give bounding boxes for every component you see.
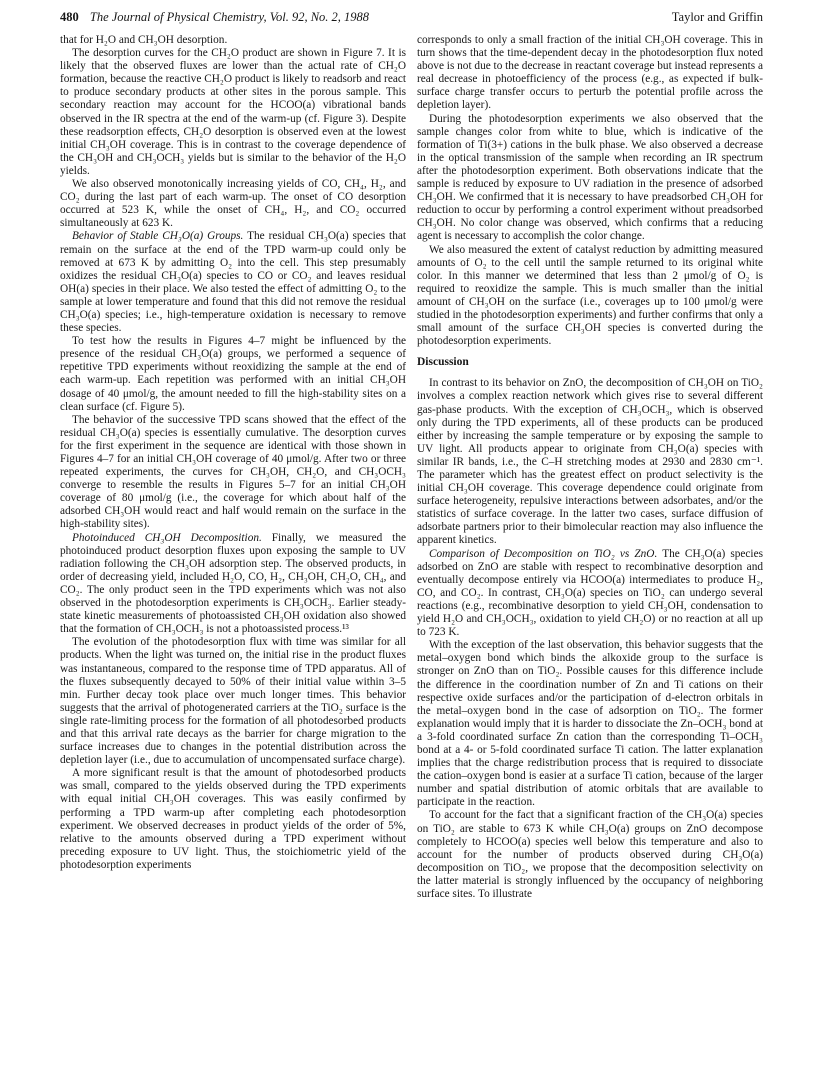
left-column	[60, 34, 406, 872]
paragraph-text: that for H₂O and CH₃OH desorption.	[60, 34, 228, 46]
paragraph-text: A more significant result is that the amount of photodesorbed products was small, compared to the yields observed during the TPD experiments with equal initial CH₃OH coverages. This was easily confirmed by performing a TPD warm-up after completing each photodesorption experiment. We observed decreases in product yields of the order of 5%, relative to the amounts observed during a TPD experiment without preceding exposure to UV light. Thus, the stoichiometric yield of the photodesorption experiments	[60, 767, 406, 871]
body-paragraph	[60, 414, 406, 532]
paragraph-text: The CH₃O(a) species adsorbed on ZnO are stable with respect to recombinative desorption and eventually decompose entirely via HCOO(a) intermediates to produce H₂, CO, and CO₂. In contrast, CH₃O(a) species on TiO₂ can undergo several reactions (e.g., recombinative desorption to yield CH₃OH, condensation to yield H₂O and CH₃OCH₃, oxidation to yield CH₂O) or no reaction at all up to 723 K.	[417, 547, 763, 639]
body-paragraph	[417, 809, 763, 901]
paragraph-text: The behavior of the successive TPD scans showed that the effect of the residual CH₃O(a) species is essentially cumulative. The desorption curves for the first experiment in the sequence are identical with those shown in Figures 4–7 for an initial CH₃OH coverage of 40 μmol/g. After two or three repeated experiments, the curves for CH₃OH, CH₂O, and CH₃OCH₃ converge to resemble the results in Figures 5–7 for an initial CH₃OH coverage of 80 μmol/g (i.e., the coverage for which about half of the adsorbed CH₃OH would react and half would remain on the surface in the high-stability sites).	[60, 413, 406, 531]
paragraph-text: We also observed monotonically increasing yields of CO, CH₄, H₂, and CO₂ during the last part of each warm-up. The onset of CO desorption occurred at 523 K, while the onset of CH₄, H₂, and CO₂ occurred simultaneously at 623 K.	[60, 178, 406, 230]
run-in-heading: Comparison of Decomposition on TiO₂ vs ZnO.	[429, 547, 658, 560]
right-column	[417, 34, 763, 901]
running-authors: Taylor and Griffin	[671, 10, 763, 24]
body-paragraph	[60, 335, 406, 414]
paragraph-text: Finally, we measured the photoinduced product desorption fluxes upon exposing the sample to UV radiation following the CH₃OH adsorption step. The observed products, in order of decreasing yield, included H₂O, CO, H₂, CH₃OH, CH₂O, CH₄, and CO₂. The only product seen in the TPD experiments which was not also observed in the photodesorption experiments is CH₃OCH₃. Earlier steady-state kinetic measurements of photoassisted CH₃OH oxidation also showed that the formation of CH₃OCH₃ is not a photoassisted process.¹³	[60, 531, 406, 636]
body-paragraph	[60, 230, 406, 335]
paragraph-text: To account for the fact that a significant fraction of the CH₃O(a) species on TiO₂ are stable to 673 K while CH₃O(a) groups on ZnO decompose completely to HCOO(a) species well below this temperature and also to account for the number of products observed during CH₃O(a) decomposition on TiO₂, we propose that the decomposition selectivity on the latter material is strongly influenced by the occupancy of neighboring surface sites. To illustrate	[417, 809, 763, 900]
body-paragraph	[417, 377, 763, 547]
body-paragraph	[60, 178, 406, 230]
section-heading: Discussion	[417, 356, 469, 369]
run-in-heading: Photoinduced CH₃OH Decomposition.	[72, 531, 262, 544]
run-in-heading: Behavior of Stable CH₃O(a) Groups.	[72, 230, 244, 243]
body-paragraph	[417, 548, 763, 640]
body-paragraph	[60, 636, 406, 767]
paragraph-text: The desorption curves for the CH₂O product are shown in Figure 7. It is likely that the observed fluxes are lower than the actual rate of CH₂O formation, because the reactive CH₂O product is likely to readsorb and react to produce secondary products at other sites in the porous sample. This secondary reaction may account for the HCOO(a) vibrational bands observed in the IR spectra at the end of the warm-up (cf. Figure 3). Despite these readsorption effects, CH₂O desorption is observed even at the lowest initial CH₃OH coverage. This is in contrast to the coverage dependence of the CH₃OH and CH₃OCH₃ yields but is similar to the behavior of the H₂O yields.	[60, 47, 406, 177]
paragraph-text: We also measured the extent of catalyst reduction by admitting measured amounts of O₂ to the cell until the sample returned to its original white color. In this manner we determined that less than 2 μmol/g of O₂ is required to reoxidize the sample. This is much smaller than the initial amount of CH₃OH on the surface (i.e., coverages up to 100 μmol/g were studied in the photodesorption experiments) and further confirms that only a small amount of the surface CH₃OH species is converted during the photodesorption experiments.	[417, 243, 763, 348]
body-paragraph	[60, 767, 406, 872]
journal-citation: The Journal of Physical Chemistry, Vol. 92, No. 2, 1988	[89, 10, 370, 24]
running-header	[60, 10, 763, 28]
page-number: 480	[60, 10, 79, 24]
body-paragraph	[60, 34, 406, 47]
paragraph-text: During the photodesorption experiments we also observed that the sample changes color from white to blue, which is indicative of the formation of Ti(3+) cations in the bulk phase. We also observed a decrease in the optical transmission of the sample when recording an IR spectrum after the photodesorption experiment. Both observations indicate that the sample is reduced by exposure to UV radiation in the presence of adsorbed CH₃OH. We confirmed that it is necessary to have preadsorbed CH₃OH for reduction to occur by performing a control experiment without preadsorbed CH₃OH. No color change was observed, which confirms that a reducing agent is necessary to accomplish the color change.	[417, 112, 763, 243]
body-paragraph	[417, 113, 763, 244]
body-paragraph	[417, 244, 763, 349]
paragraph-text: The evolution of the photodesorption flux with time was similar for all products. When the light was turned on, the initial rise in the product fluxes was instantaneous, compared to the response time of TPD apparatus. All of the fluxes subsequently decayed to 50% of their initial value within 3–5 min. Further decay took place over much longer times. This behavior suggests that the arrival of photogenerated carriers at the TiO₂ surface is the single rate-limiting process for the formation of all photodesorbed products and that this arrival rate decays as the barrier for charge migration to the surface increases due to changes in the potential distribution across the depletion layer (i.e., due to accumulation of uncompensated surface charge).	[60, 636, 406, 767]
paragraph-text: To test how the results in Figures 4–7 might be influenced by the presence of the residual CH₃O(a) groups, we performed a sequence of repetitive TPD experiments without reoxidizing the sample at the end of each warm-up. Each repetition was performed with an initial CH₃OH dosage of 40 μmol/g, the amount needed to fill the high-stability sites on a clean surface (cf. Figure 5).	[60, 335, 406, 413]
body-paragraph	[417, 34, 763, 113]
body-paragraph	[60, 47, 406, 178]
paragraph-text: The residual CH₃O(a) species that remain on the surface at the end of the TPD warm-up could only be removed at 673 K by admitting O₂ into the cell. This step presumably oxidizes the residual CH₃O(a) species to CO or CO₂ and leaves residual OH(a) species in their place. We also tested the effect of admitting O₂ to the sample at lower temperature and found that this did not remove the residual CH₃O(a) species; i.e., high-temperature oxidation is necessary to remove these species.	[60, 230, 406, 335]
paragraph-text: In contrast to its behavior on ZnO, the decomposition of CH₃OH on TiO₂ involves a complex reaction network which gives rise to several different gas-phase products. With the exception of CH₃OCH₃, which is observed only during the TPD experiments, all of these products can be produced either by increasing the sample temperature or by exposing the sample to UV light. All products appear to originate from CH₃O(a) species with similar IR bands, i.e., the C–H stretching modes at 2930 and 2830 cm⁻¹. The parameter which has the greatest effect on product selectivity is the initial CH₃OH coverage. This coverage dependence could originate from surface heterogeneity, repulsive interactions between adsorbates, and/or the statistics of surface coverage. In the latter two cases, surface diffusion of adsorbate partners prior to their bimolecular reaction may also influence the apparent kinetics.	[417, 377, 763, 547]
paragraph-text: corresponds to only a small fraction of the initial CH₃OH coverage. This in turn shows that the time-dependent decay in the photodesorption flux noted above is not due to the decrease in reactant coverage but instead represents a real decrease in photoefficiency of the process (e.g., as expected if bulk-surface charge transfer occurs to perturb the potential profile across the depletion layer).	[417, 34, 763, 112]
body-paragraph	[417, 639, 763, 809]
paragraph-text: With the exception of the last observation, this behavior suggests that the metal–oxygen bond which binds the alkoxide group to the surface is stronger on ZnO than on TiO₂. Possible causes for this difference include the difference in the coordination number of Zn and Ti cations on their respective oxide surfaces and/or the participation of d-electron orbitals in the metal–oxygen bond in the case of adsorption on TiO₂. The former explanation would imply that it is harder to dissociate the Zn–OCH₃ bond at a 3-fold coordinated surface Zn cation than the corresponding Ti–OCH₃ bond at a 4- or 5-fold coordinated surface Ti cation. The latter explanation implies that the charge redistribution process that is required to dissociate the cation–oxygen bond is easier at a surface Ti cation, because of the larger number and spatial distribution of atomic orbitals that are available to participate in the reaction.	[417, 639, 763, 809]
body-paragraph	[60, 532, 406, 637]
